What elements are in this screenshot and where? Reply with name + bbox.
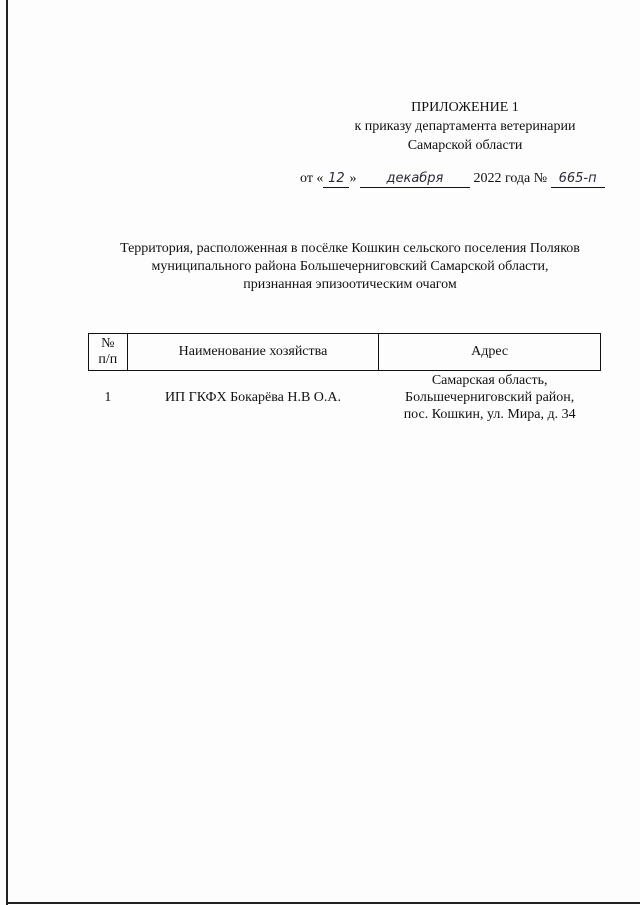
table-row	[89, 371, 601, 424]
appendix-region: Самарской области	[407, 138, 523, 153]
order-month-handwritten: декабря	[360, 171, 470, 188]
header-address: Адрес	[379, 334, 601, 371]
header-number: № п/п	[89, 334, 128, 371]
heading-line-1: Территория, расположенная в посёлке Кошкин сельского поселения Поляков	[120, 241, 580, 256]
heading-line-2: муниципального района Большечерниговский Самарской области,	[151, 259, 549, 274]
farms-table	[88, 333, 601, 423]
row-number: 1	[104, 390, 112, 405]
appendix-title: ПРИЛОЖЕНИЕ 1	[411, 100, 519, 115]
table-header-row	[89, 334, 601, 371]
order-year-text: 2022 года №	[473, 171, 548, 186]
order-date-line	[300, 169, 600, 189]
heading-line-3: признанная эпизоотическим очагом	[243, 277, 457, 292]
order-day-handwritten: 12	[323, 171, 349, 188]
scan-edge-bottom	[6, 902, 640, 904]
document-heading	[60, 240, 640, 294]
scan-edge-left	[6, 0, 8, 905]
row-address: Самарская область, Большечерниговский район, пос. Кошкин, ул. Мира, д. 34	[403, 373, 576, 422]
appendix-block	[330, 98, 600, 155]
order-number-handwritten: 665-п	[551, 171, 605, 188]
appendix-order-ref: к приказу департамента ветеринарии	[354, 119, 576, 134]
order-quote-close: »	[349, 171, 357, 186]
order-prefix: от «	[300, 171, 324, 186]
header-farm-name: Наименование хозяйства	[127, 334, 379, 371]
row-farm-name: ИП ГКФХ Бокарёва Н.В О.А.	[164, 390, 342, 405]
